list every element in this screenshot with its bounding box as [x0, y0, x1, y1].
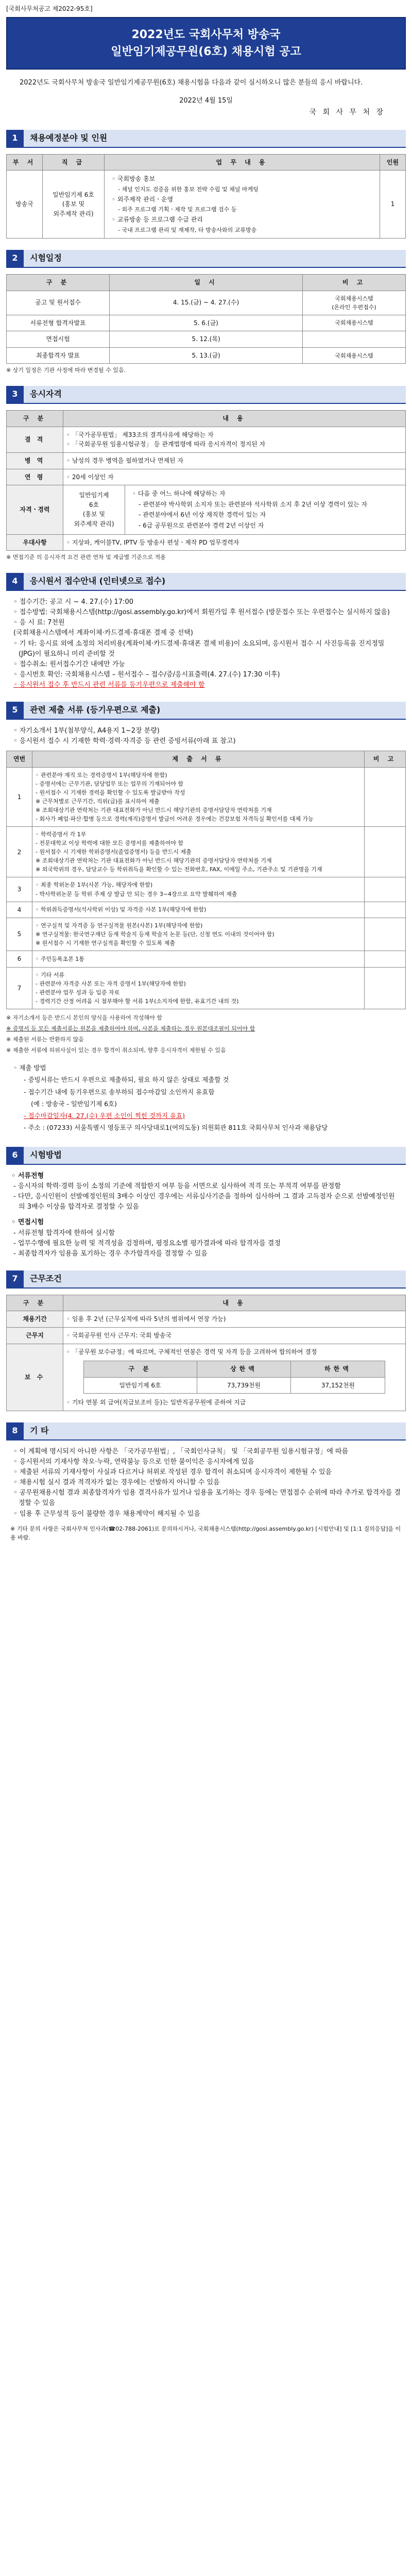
schedule-table [6, 274, 406, 364]
section-8-header [6, 1422, 406, 1440]
remark-cell [365, 902, 406, 918]
section-3-header [6, 386, 406, 404]
table-row [7, 827, 406, 877]
pay-description: ◦ 「공무원 보수규정」에 따르며, 구체적인 연봉은 경력 및 자격 등을 고려하여 합의하여 결정 [66, 1348, 317, 1355]
duty-line: ◦ 교류방송 등 프로그램 수급 관리 [112, 216, 203, 224]
section-number: 5 [6, 702, 24, 719]
col-upper: 상한액 [197, 1361, 291, 1378]
note-cell [303, 331, 406, 348]
positions-table [6, 154, 406, 239]
section-number: 8 [6, 1422, 24, 1439]
table-row [7, 767, 406, 826]
method-line: - 업무수행에 필요한 능력 및 적격성을 검정하며, 평정요소별 평가결과에 따라 합격자를 결정 [13, 1239, 281, 1247]
col-lower: 하한액 [291, 1361, 385, 1378]
qual-cell [125, 485, 406, 534]
method-item-warning: - 접수마감일자(4. 27.(수) 우편 소인이 찍힌 것까지 유효) [24, 1111, 185, 1120]
col-stage: 구 분 [7, 274, 110, 291]
exam-method [6, 1171, 406, 1259]
remark-cell [365, 967, 406, 1009]
no-cell: 3 [7, 877, 32, 902]
col-category: 구 분 [7, 1295, 63, 1311]
note-cell: 국회채용시스템 [303, 347, 406, 364]
table-row [7, 171, 406, 239]
info-item: ◦ 응시번호 확인: 국회채용시스템 – 원서접수 – 접수/증/응시표출력(4. 27.(수) 17:30 이후) [13, 671, 280, 679]
table-row [83, 1377, 385, 1394]
section-title: 관련 제출 서류 (등기우편으로 제출) [24, 702, 406, 719]
doc-note: ※ 자기소개서 등은 반드시 본인의 양식을 사용하여 작성해야 함 [6, 1014, 162, 1022]
method-group-title: ◦ 면접시험 [11, 1218, 44, 1227]
issuer: 국 회 사 무 처 장 [309, 108, 385, 117]
table-header-row [7, 1295, 406, 1311]
doc-cell: ◦ 관련분야 재직 또는 경력증명서 1부(해당자에 한함) - 증명서에는 근무기관, 담당업무 또는 업무의 기재되어야 함 - 원서접수 시 기재한 경력을 확인할 수 있도록 발급받아 작성 ※ 근무처별로 근무기간, 직위(급)를 표시하여 제출 ※ 조회대상기관 연락처는 기관 대표전화가 아닌 반드시 해당기관의 증명서담당자 연락처를 기재 - 회사가 폐업·파산·합병 등으로 경력(재직)증명서 발급이 어려운 경우에는 건강보험 자격득실 확인서를 대체 가능 [32, 767, 365, 826]
info-item: ◦ 기 타: 응시료 외에 소정의 처리비용(계좌이체·카드결제·휴대폰 결제 비용)이 소요되며, 응시원서 접수 시 사진등록을 진지정밀(JPG)이 필요하니 미리 준비할 것 [13, 639, 385, 658]
grade-cell: 일반임기제 6호 (홍보 및 외주제작 관리) [43, 171, 105, 239]
section-number: 2 [6, 250, 24, 267]
info-item-warning: ◦ 응시원서 접수 후 반드시 관련 서류를 등기우편으로 제출해야 함 [13, 681, 205, 689]
method-line: - 다만, 응시인원이 선발예정인원의 3배수 이상인 경우에는 서류심사기준을 정하여 심사하여 그 결과 고득점자 순으로 선발예정인원의 3배수 이상을 합격자로 결정할 수 있음 [13, 1193, 395, 1211]
misc-item: ◦ 공무원채용시험 결과 최종합격자가 임용 결격사유가 있거나 임용을 포기하는 경우 등에는 면접점수 순위에 따라 추가로 합격자를 결정할 수 있음 [13, 1489, 401, 1507]
doc-cell: ◦ 주민등록초본 1통 [32, 951, 365, 968]
method-item: - 접수기간 내에 등기우편으로 송부하되 접수마감일 소인까지 유효함 [24, 1088, 215, 1096]
remark-cell [365, 951, 406, 968]
table-row [7, 469, 406, 485]
pay-extra: ◦ 기타 연봉 외 급여(직급보조비 등)는 일반직공무원에 준하여 지급 [66, 1399, 246, 1406]
table-row [7, 1344, 406, 1411]
misc-item: ◦ 응시원서의 기재사항 착오·누락, 연락불능 등으로 인한 불이익은 응시자에게 있음 [13, 1458, 254, 1466]
section-5-header [6, 702, 406, 720]
section-6-header [6, 1147, 406, 1165]
doc-cell: ◦ 연구실적 및 자격증 등 연구실적물 원본(사본) 1부(해당자에 한함) ※ 연구실적물: 한국연구재단 등재 학술지 등재 학술지 논문 등(단, 신청 연도 이내의 것이어야 함) ※ 원서접수 시 기재한 연구실적을 확인할 수 있도록 제출 [32, 918, 365, 951]
stage-cell: 공고 및 원서접수 [7, 291, 110, 315]
col-date: 일 시 [110, 274, 303, 291]
table-row [7, 331, 406, 348]
eligibility-table [6, 410, 406, 551]
info-item: ◦ 응 시 료: 7천원 [13, 619, 65, 627]
section-title: 채용예정분야 및 인원 [24, 130, 406, 147]
doc-note: ※ 제출한 서류에 허위사실이 있는 경우 합격이 취소되며, 향후 응시자격이 제한될 수 있음 [6, 1047, 226, 1054]
doc-cell: ◦ 최종 학위논문 1부(사본 가능, 해당자에 한함) - 박사학위논문 등 학위 주제 상 발급 안 되는 경우 3~4장으로 요약 발췌하여 제출 [32, 877, 365, 902]
remark-cell [365, 827, 406, 877]
count-cell: 1 [380, 171, 406, 239]
section-number: 3 [6, 386, 24, 403]
misc-info [6, 1447, 406, 1519]
section-number: 1 [6, 130, 24, 147]
table-row [7, 453, 406, 469]
content-cell: ◦ 남성의 경우 병역을 필하였거나 면제된 자 [63, 453, 406, 469]
section-title: 시험방법 [24, 1147, 406, 1164]
no-cell: 2 [7, 827, 32, 877]
table-row [7, 918, 406, 951]
col-duties: 업 무 내 용 [105, 154, 380, 171]
col-count: 인원 [380, 154, 406, 171]
stage-cell: 최종합격자 발표 [7, 347, 110, 364]
no-cell: 5 [7, 918, 32, 951]
misc-item: ◦ 제출된 서류의 기재사항이 사실과 다르거나 허위로 작성된 경우 합격이 취소되며 응시자격이 제한될 수 있음 [13, 1468, 332, 1476]
dept-cell: 방송국 [7, 171, 43, 239]
table-row [7, 291, 406, 315]
documents-table [6, 751, 406, 1009]
info-item: (국회채용시스템에서 계좌이체·카드결제·휴대폰 결제 중 선택) [13, 629, 193, 637]
doc-cell: ◦ 학력증명서 각 1부 - 전문대학교 이상 학력에 대한 모든 증명서를 제출하여야 함 - 원서접수 시 기재한 학위증명서(졸업증명서) 등을 반드시 제출 ※ 조회대상기관 연락처는 기관 대표전화가 아닌 반드시 해당기관의 증명서담당자 연락처를 기재 ※ 외국학위의 경우, 담당교수 등 학위취득을 확인할 수 있는 전화번호, FAX, 이메일 주소, 기관주소 및 기관명을 기재 [32, 827, 365, 877]
no-cell: 1 [7, 767, 32, 826]
date-cell: 5. 12.(목) [110, 331, 303, 348]
submission-method [6, 1060, 406, 1136]
title-banner [6, 17, 406, 70]
table-row [7, 534, 406, 551]
table-header-row [7, 411, 406, 427]
col-no: 연번 [7, 751, 32, 768]
col-content: 내 용 [63, 1295, 406, 1311]
remark-cell [365, 877, 406, 902]
section-title: 시험일정 [24, 250, 406, 267]
table-row [7, 967, 406, 1009]
method-line: - 최종합격자가 임용을 포기하는 경우 추가합격자를 결정할 수 있음 [13, 1249, 208, 1258]
table-row [7, 315, 406, 331]
col-dept: 부 서 [7, 154, 43, 171]
method-line: - 응시자의 학력·경력 등이 소정의 기준에 적합한지 여부 등을 서면으로 심사하여 적격 또는 부적격 여부를 판정함 [13, 1182, 341, 1190]
duty-line: - 국내 프로그램 관리 및 재제작, 타 방송사와의 교류방송 [118, 227, 257, 234]
no-cell: 4 [7, 902, 32, 918]
content-cell: ◦ 「국가공무원법」 제33조의 결격사유에 해당하는 자 ◦ 「국회공무원 임용시험규정」 등 관계법령에 따라 응시자격이 정지된 자 [63, 427, 406, 452]
category-cell: 근무지 [7, 1327, 63, 1344]
note-cell: 국회채용시스템 [303, 315, 406, 331]
grade-cell: 일반임기제 6호 (홍보 및 외주제작 관리) [63, 485, 125, 534]
section-1-header [6, 130, 406, 148]
method-group-title: ◦ 서류전형 [11, 1172, 44, 1180]
section-number: 4 [6, 573, 24, 590]
category-cell: 병 역 [7, 453, 63, 469]
category-cell: 연 령 [7, 469, 63, 485]
info-item: ◦ 접수방법: 국회채용시스템(http://gosi.assembly.go.kr)에서 회원가입 후 원서접수 (방문접수 또는 우편접수는 실시하지 않음) [13, 608, 390, 617]
table-row [7, 347, 406, 364]
stage-cell: 서류전형 합격자발표 [7, 315, 110, 331]
title-line-2: 일반임기제공무원(6호) 채용시험 공고 [111, 45, 301, 58]
duty-line: - 외주 프로그램 기획ㆍ제작 및 프로그램 검수 등 [118, 206, 237, 213]
remark-cell [365, 767, 406, 826]
info-item: ◦ 자기소개서 1부(첨부양식, A4용지 1~2장 분량) [13, 727, 160, 735]
col-grade: 구 분 [83, 1361, 197, 1378]
no-cell: 6 [7, 951, 32, 968]
method-item: - 증빙서류는 반드시 우편으로 제출하되, 필요 하지 않은 상태로 제출할 것 [24, 1076, 229, 1084]
table-row [7, 1311, 406, 1328]
table-row [7, 877, 406, 902]
qual-line: - 관련분야에서 6년 이상 재직한 경력이 있는 자 [139, 511, 266, 519]
lower-cell: 37,152천원 [291, 1377, 385, 1394]
misc-item: ◦ 이 계획에 명시되지 아니한 사항은 「국가공무원법」, 「국회인사규칙」 및 「국회공무원 임용시험규정」에 따름 [13, 1447, 349, 1455]
doc-cell: ◦ 학위취득증명서(석사학위 이상) 및 자격증 사본 1부(해당자에 한함) [32, 902, 365, 918]
section-title: 응시원서 접수안내 (인터넷으로 접수) [24, 573, 406, 590]
date-cell: 5. 13.(금) [110, 347, 303, 364]
section-number: 6 [6, 1147, 24, 1164]
content-cell: ◦ 국회공무원 인사 근무지: 국회 방송국 [63, 1327, 406, 1344]
info-item: ◦ 접수취소: 원서접수기간 내에만 가능 [13, 660, 125, 668]
misc-item: ◦ 임용 후 근무성적 등이 불량한 경우 채용계약이 해지될 수 있음 [13, 1510, 200, 1518]
content-cell: ◦ 20세 이상인 자 [63, 469, 406, 485]
table-header-row [7, 751, 406, 768]
info-item: ◦ 접수기간: 공고 시 ~ 4. 27.(수) 17:00 [13, 598, 134, 606]
qual-line: - 관련분야 박사학위 소지자 또는 관련분야 석사학위 소지 후 2년 이상 경력이 있는 자 [139, 500, 368, 508]
qual-line: - 6급 공무원으로 관련분야 경력 2년 이상인 자 [139, 521, 264, 529]
col-category: 구 분 [7, 411, 63, 427]
remark-cell [365, 918, 406, 951]
pay-table [83, 1361, 386, 1394]
section-title: 근무조건 [24, 1270, 406, 1287]
table-row [7, 951, 406, 968]
col-document: 제 출 서 류 [32, 751, 365, 768]
section-4-header [6, 573, 406, 591]
table-row [7, 485, 406, 534]
table-row [7, 1327, 406, 1344]
col-content: 내 용 [63, 411, 406, 427]
pay-cell [63, 1344, 406, 1411]
date-cell: 4. 15.(금) ~ 4. 27.(수) [110, 291, 303, 315]
section-title: 기 타 [24, 1422, 406, 1439]
conditions-table [6, 1295, 406, 1411]
table-row [7, 427, 406, 452]
method-line: - 서류전형 합격자에 한하여 실시함 [13, 1229, 115, 1237]
method-title: ◦ 제출 방법 [13, 1064, 46, 1072]
col-grade: 직 급 [43, 154, 105, 171]
content-cell: ◦ 지상파, 케이블TV, IPTV 등 방송사 편성ㆍ제작 PD 업무경력자 [63, 534, 406, 551]
doc-note: ※ 제출된 서류는 반환하지 않음 [6, 1036, 84, 1043]
title-line-1: 2022년도 국회사무처 방송국 [131, 28, 281, 41]
duty-line: - 채널 인지도 검증을 위한 홍보 전략 수립 및 채널 마케팅 [118, 185, 259, 193]
application-info [6, 597, 406, 690]
section-2-header [6, 250, 406, 268]
category-cell: 우대사항 [7, 534, 63, 551]
eligibility-note: ※ 면접기준 의 응시자격 요건 관련 연차 및 계급별 기준으로 적용 [6, 554, 166, 561]
doc-note: ※ 증명서 등 모든 제출서류는 원본을 제출하여야 하며, 사본을 제출하는 경우 원본대조필이 되어야 함 [6, 1025, 255, 1032]
col-note: 비 고 [303, 274, 406, 291]
misc-item: ◦ 채용시험 실시 결과 적격자가 없는 경우에는 선발하지 아니할 수 있음 [13, 1479, 220, 1487]
category-cell: 채용기간 [7, 1311, 63, 1328]
category-cell: 결 격 [7, 427, 63, 452]
grade-cell: 일반임기제 6호 [83, 1377, 197, 1394]
documents-notes [6, 1013, 406, 1055]
doc-cell: ◦ 기타 서류 - 관련분야 자격증 사본 또는 자격 증명서 1부(해당자에 한함) - 관련분야 업무 성과 등 입증 자료 - 경력기간 산정 어려움 시 첨부해야 할 서류 1부(소지자에 한함, 유효기간 내의 것) [32, 967, 365, 1009]
no-cell: 7 [7, 967, 32, 1009]
table-header-row [83, 1361, 385, 1378]
notice-number: [국회사무처공고 제2022-95호] [6, 5, 93, 12]
upper-cell: 73,739천원 [197, 1377, 291, 1394]
category-cell: 자격ㆍ경력 [7, 485, 63, 534]
col-remark: 비 고 [365, 751, 406, 768]
stage-cell: 면접시험 [7, 331, 110, 348]
section-7-header [6, 1270, 406, 1289]
contact-note: ※ 기타 문의 사항은 국회사무처 인사과(☎02-788-2061)로 문의하시거나, 국회채용시스템(http://gosi.assembly.go.kr) [시험안내] 및 [1:1 질의응답]을 이용 바람. [10, 1525, 401, 1541]
duty-line: ◦ 외주제작 관리ㆍ운영 [112, 195, 174, 203]
method-item: (예 : 방송국 - 일반임기제 6호) [31, 1099, 117, 1108]
method-item: - 주소 : (07233) 서울특별시 영등포구 의사당대로1(여의도동) 의원회관 811호 국회사무처 인사과 채용담당 [24, 1123, 328, 1131]
table-row [7, 902, 406, 918]
category-cell: 보 수 [7, 1344, 63, 1411]
duties-cell [105, 171, 380, 239]
intro-text: 2022년도 국회사무처 방송국 일반임기제공무원(6호) 채용시험을 다음과 같이 실시하오니 많은 분들의 응시 바랍니다. [20, 78, 363, 87]
section-number: 7 [6, 1270, 24, 1287]
documents-intro [6, 726, 406, 747]
table-header-row [7, 154, 406, 171]
section-title: 응시자격 [24, 386, 406, 403]
info-item: ◦ 응시원서 접수 시 기재한 학력·경력·자격증 등 관련 증빙서류(아래 표 참고) [13, 737, 236, 745]
schedule-note: ※ 상기 일정은 기관 사정에 따라 변경될 수 있음. [6, 367, 126, 374]
notice-date: 2022년 4월 15일 [179, 96, 233, 105]
date-cell: 5. 6.(금) [110, 315, 303, 331]
note-cell: 국회채용시스템 (온라인 우편접수) [303, 291, 406, 315]
content-cell: ◦ 임용 후 2년 (근무실적에 따라 5년의 범위에서 연장 가능) [63, 1311, 406, 1328]
table-header-row [7, 274, 406, 291]
qual-line: ◦ 다음 중 어느 하나에 해당하는 자 [132, 490, 226, 498]
duty-line: ◦ 국회방송 홍보 [112, 175, 156, 183]
